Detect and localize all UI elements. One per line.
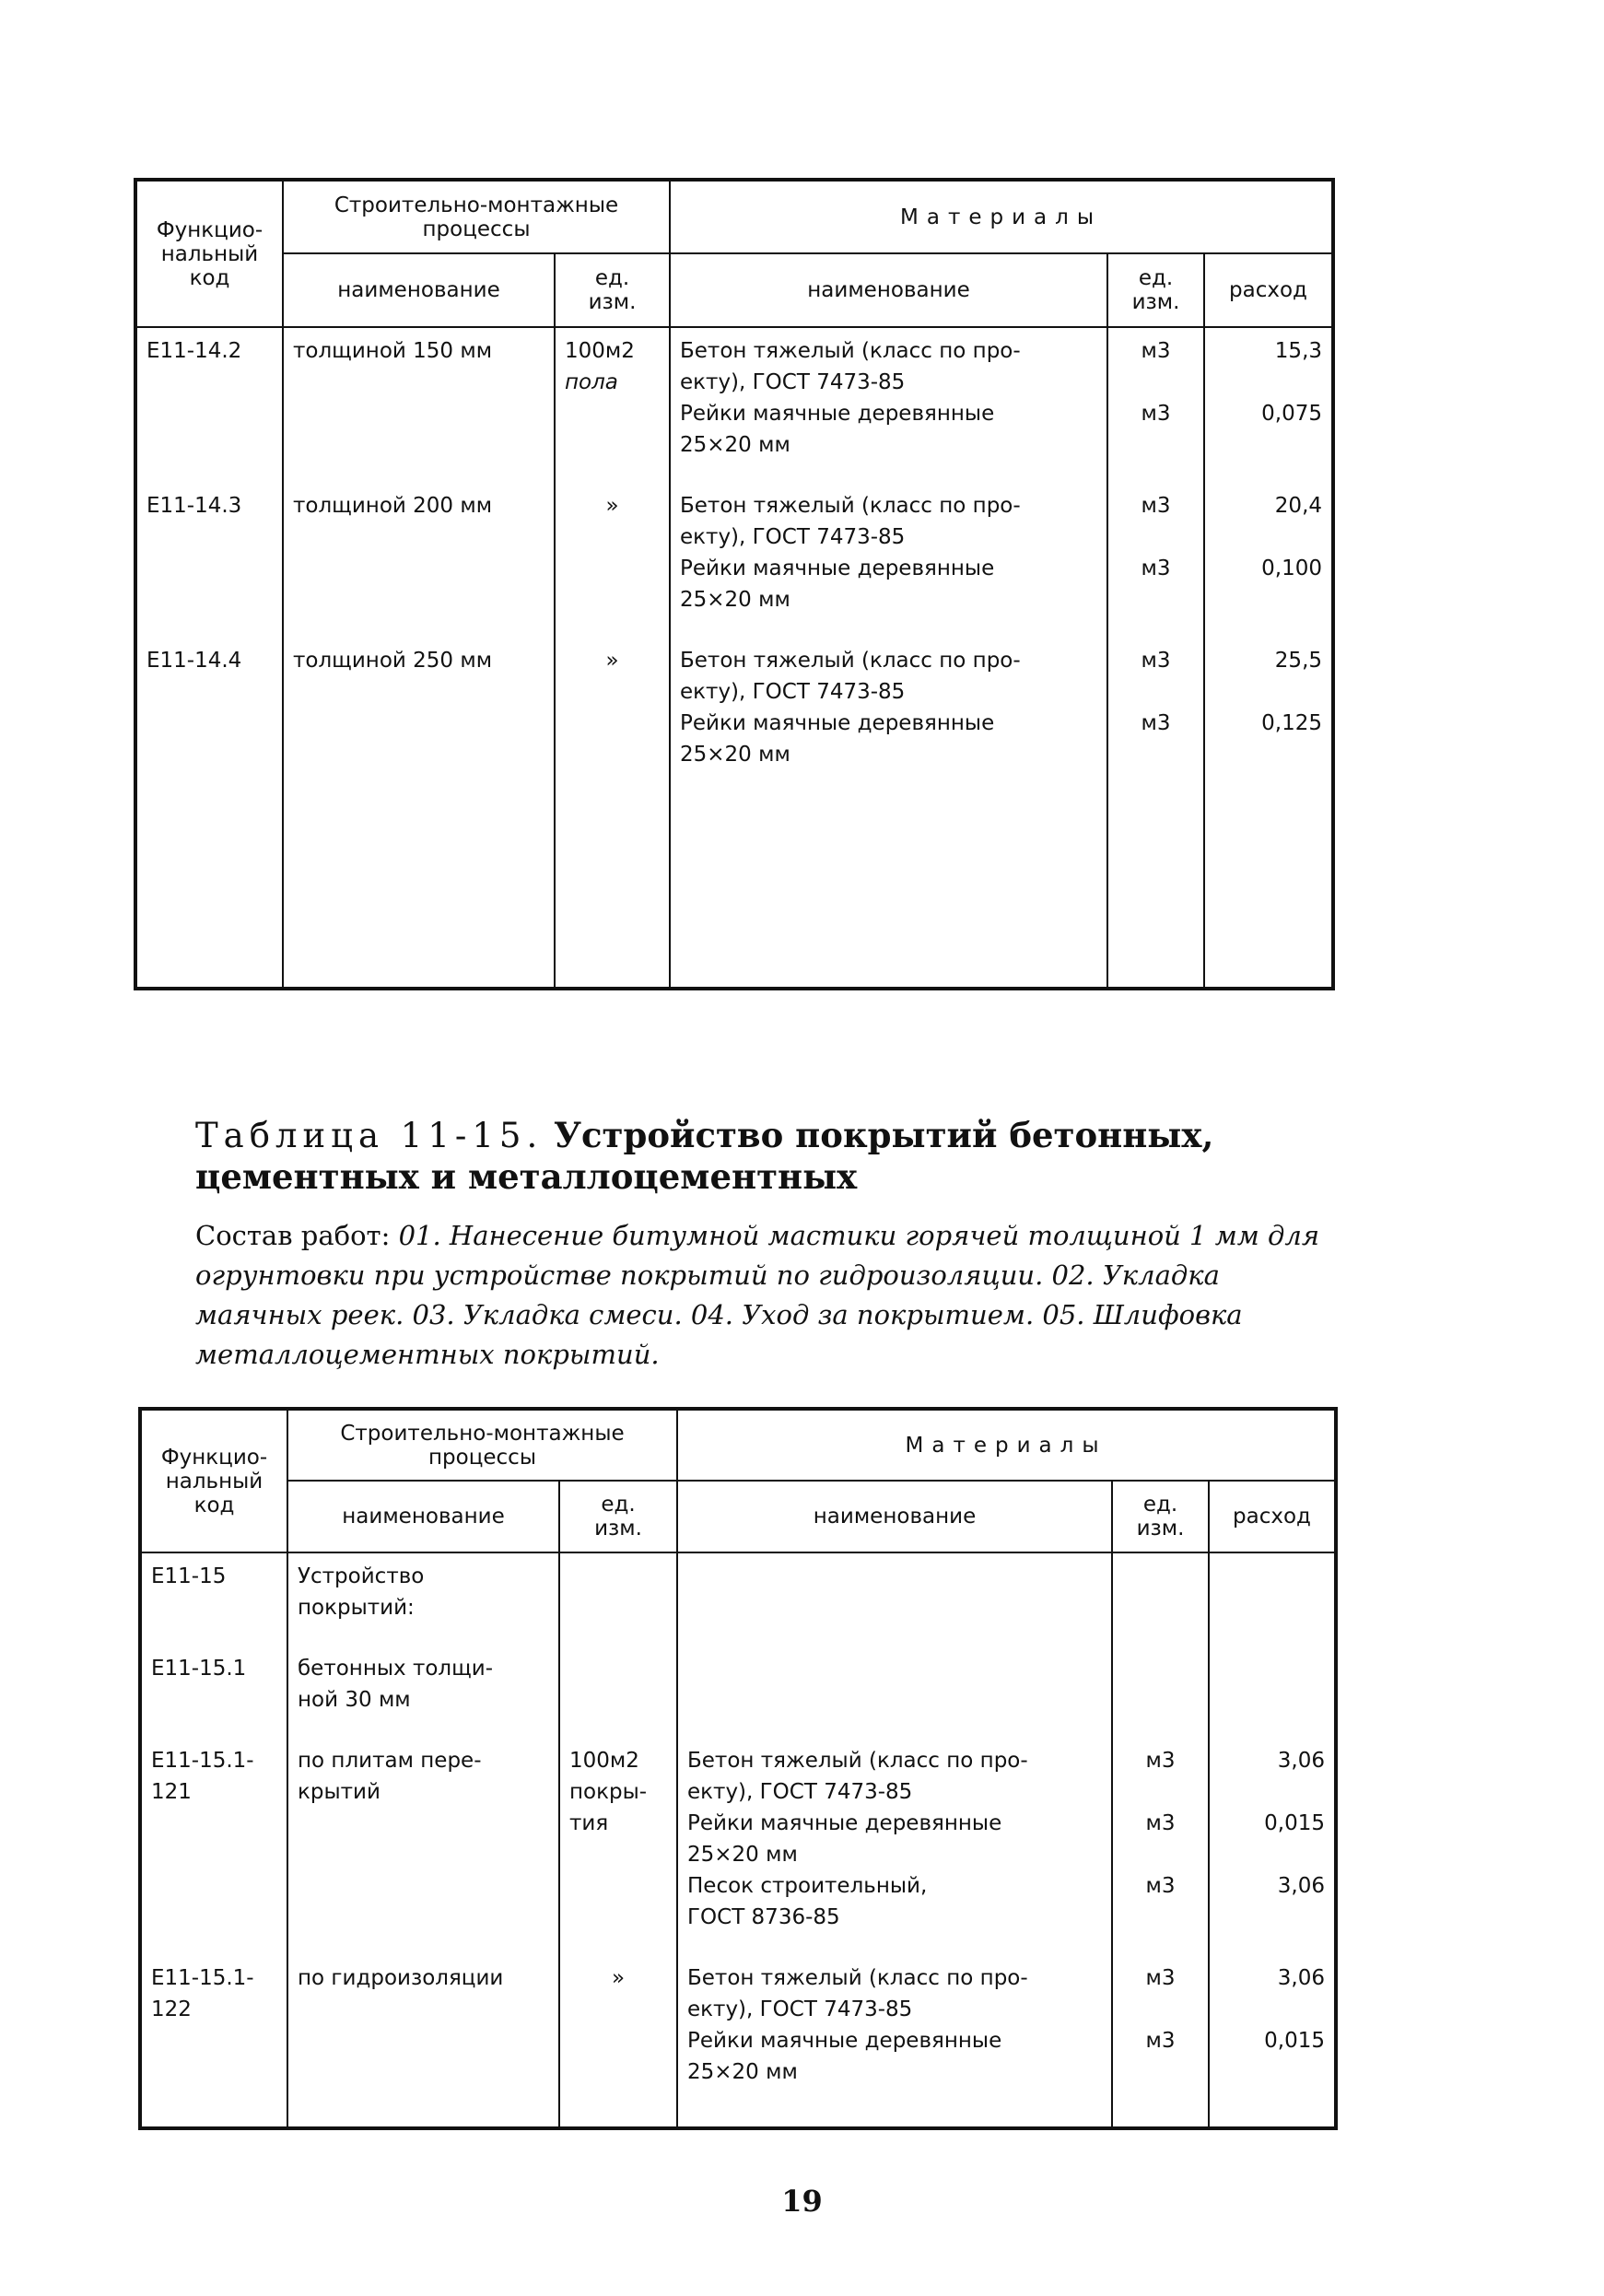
row-unit: » (555, 461, 670, 615)
header-consumption: расход (1204, 253, 1333, 327)
row-code: Е11-15.1- 122 (140, 1933, 287, 2088)
table-11-15 (138, 1407, 1338, 2130)
table-title (195, 1115, 1338, 1198)
row-code: Е11-15 (140, 1552, 287, 1623)
row-consumption: 20,4 0,100 (1204, 461, 1333, 615)
row-process: бетонных толщи- ной 30 мм (287, 1623, 559, 1716)
table-row (135, 327, 1333, 461)
row-consumption: 3,06 0,015 (1209, 1933, 1336, 2088)
row-material-units: м3 м3 (1107, 461, 1204, 615)
table-row (140, 1623, 1336, 1716)
header-process-name: наименование (287, 1481, 559, 1552)
row-unit: » (559, 1933, 677, 2088)
header-material-unit: ед. изм. (1107, 253, 1204, 327)
row-materials: Бетон тяжелый (класс по про- екту), ГОСТ 7473-85 Рейки маячные деревянные 25×20 мм (670, 461, 1107, 615)
row-code: Е11-15.1- 121 (140, 1716, 287, 1933)
row-material-units: м3 м3 (1107, 327, 1204, 461)
header-material-name: наименование (670, 253, 1107, 327)
header-materials: Материалы (677, 1409, 1336, 1481)
row-code: Е11-14.3 (135, 461, 283, 615)
table-row (140, 1552, 1336, 1623)
table-heading: Устройство покрытий бетонных, цементных и металлоцементных (195, 1115, 1214, 1197)
row-unit: 100м2 покры- тия (559, 1716, 677, 1933)
row-material-units: м3 м3 (1107, 615, 1204, 770)
work-composition (195, 1216, 1338, 1375)
table-row (140, 1933, 1336, 2088)
row-process: толщиной 200 мм (283, 461, 555, 615)
table-11-14-continued (134, 178, 1335, 990)
row-process: толщиной 250 мм (283, 615, 555, 770)
row-process: по плитам пере- крытий (287, 1716, 559, 1933)
header-material-unit: ед. изм. (1112, 1481, 1209, 1552)
row-process: по гидроизоляции (287, 1933, 559, 2088)
table-label: Таблица 11-15. (195, 1116, 544, 1155)
header-materials: Материалы (670, 180, 1333, 253)
table-row (140, 1716, 1336, 1933)
header-process-unit: ед. изм. (555, 253, 670, 327)
header-code: Функцио- нальный код (140, 1409, 287, 1552)
row-code: Е11-14.4 (135, 615, 283, 770)
header-process-name: наименование (283, 253, 555, 327)
header-material-name: наименование (677, 1481, 1112, 1552)
work-composition-text: 01. Нанесение битумной мастики горячей толщиной 1 мм для огрунтовки при устройстве покрытий по гидроизоляции. 02. Укладка маячных реек. 03. Укладка смеси. 04. Уход за покрытием. 05. Шлифовка металлоцементных покрытий. (195, 1220, 1320, 1370)
row-code: Е11-14.2 (135, 327, 283, 461)
header-process-unit: ед. изм. (559, 1481, 677, 1552)
table-row (135, 461, 1333, 615)
table-row (135, 615, 1333, 770)
header-code: Функцио- нальный код (135, 180, 283, 327)
row-process: толщиной 150 мм (283, 327, 555, 461)
row-consumption: 15,3 0,075 (1204, 327, 1333, 461)
row-materials: Бетон тяжелый (класс по про- екту), ГОСТ 7473-85 Рейки маячные деревянные 25×20 мм (670, 327, 1107, 461)
row-process: Устройство покрытий: (287, 1552, 559, 1623)
row-consumption: 25,5 0,125 (1204, 615, 1333, 770)
work-composition-lead: Состав работ: (195, 1220, 391, 1251)
page-number: 19 (781, 2184, 823, 2219)
row-materials: Бетон тяжелый (класс по про- екту), ГОСТ 7473-85 Рейки маячные деревянные 25×20 мм Песок строительный, ГОСТ 8736-85 (677, 1716, 1112, 1933)
row-consumption: 3,06 0,015 3,06 (1209, 1716, 1336, 1933)
row-unit: 100м2 пола (555, 327, 670, 461)
row-material-units: м3 м3 м3 (1112, 1716, 1209, 1933)
row-code: Е11-15.1 (140, 1623, 287, 1716)
header-consumption: расход (1209, 1481, 1336, 1552)
row-unit: » (555, 615, 670, 770)
row-materials: Бетон тяжелый (класс по про- екту), ГОСТ 7473-85 Рейки маячные деревянные 25×20 мм (670, 615, 1107, 770)
row-material-units: м3 м3 (1112, 1933, 1209, 2088)
header-processes: Строительно-монтажные процессы (283, 180, 670, 253)
row-materials: Бетон тяжелый (класс по про- екту), ГОСТ 7473-85 Рейки маячные деревянные 25×20 мм (677, 1933, 1112, 2088)
header-processes: Строительно-монтажные процессы (287, 1409, 677, 1481)
